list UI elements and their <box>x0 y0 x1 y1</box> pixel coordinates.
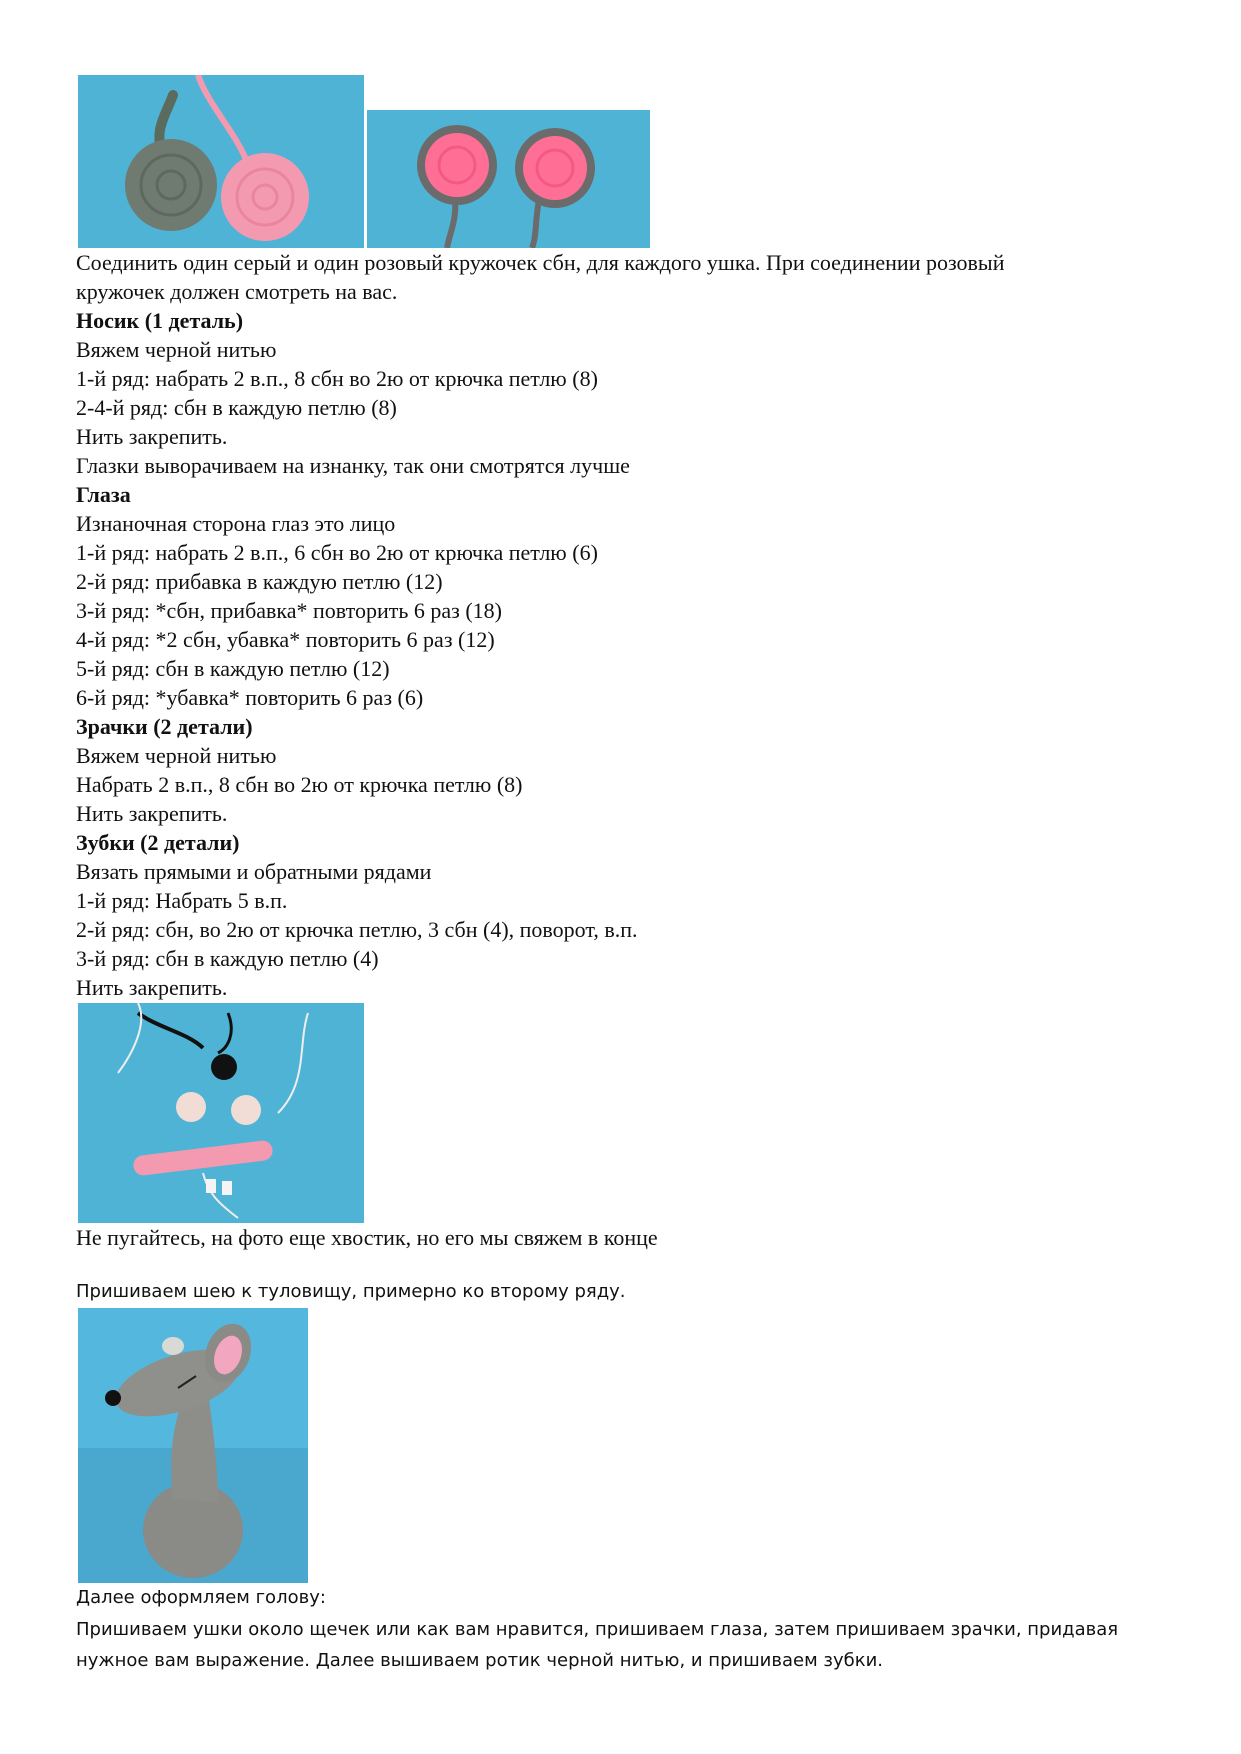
teeth-line: Нить закрепить. <box>76 975 228 1000</box>
photo-ear-circles <box>78 75 364 248</box>
joined-ears-illustration <box>367 110 650 248</box>
eyes-heading: Глаза <box>76 482 131 507</box>
photo-joined-ears <box>367 110 650 248</box>
eyes-line: 2-й ряд: прибавка в каждую петлю (12) <box>76 569 443 594</box>
mouse-figure-illustration <box>78 1308 308 1583</box>
nose-line: Нить закрепить. <box>76 424 228 449</box>
photo-parts <box>78 1003 364 1223</box>
intro-line-1: Соединить один серый и один розовый кружочек сбн, для каждого ушка. При соединении розовый <box>76 250 1005 275</box>
teeth-line: Вязать прямыми и обратными рядами <box>76 859 432 884</box>
nose-line: 1-й ряд: набрать 2 в.п., 8 сбн во 2ю от крючка петлю (8) <box>76 366 598 391</box>
ear-circles-illustration <box>78 75 364 248</box>
head-text-line-1: Пришиваем ушки около щечек или как вам нравится, пришиваем глаза, затем пришиваем зрачки, придавая <box>76 1619 1119 1640</box>
nose-line: Глазки выворачиваем на изнанку, так они смотрятся лучше <box>76 453 630 478</box>
nose-line: 2-4-й ряд: сбн в каждую петлю (8) <box>76 395 397 420</box>
eyes-line: Изнаночная сторона глаз это лицо <box>76 511 396 536</box>
teeth-heading: Зубки (2 детали) <box>76 830 240 855</box>
sew-neck-text: Пришиваем шею к туловищу, примерно ко второму ряду. <box>76 1281 626 1302</box>
nose-heading: Носик (1 деталь) <box>76 308 244 333</box>
photo-mouse-figure <box>78 1308 308 1583</box>
pupils-line: Нить закрепить. <box>76 801 228 826</box>
teeth-line: 1-й ряд: Набрать 5 в.п. <box>76 888 288 913</box>
eyes-line: 4-й ряд: *2 сбн, убавка* повторить 6 раз (12) <box>76 627 495 652</box>
teeth-line: 3-й ряд: сбн в каждую петлю (4) <box>76 946 379 971</box>
pupils-line: Вяжем черной нитью <box>76 743 277 768</box>
eyes-line: 3-й ряд: *сбн, прибавка* повторить 6 раз (18) <box>76 598 503 623</box>
head-title: Далее оформляем голову: <box>76 1587 326 1608</box>
intro-line-2: кружочек должен смотреть на вас. <box>76 279 398 304</box>
note-tail: Не пугайтесь, на фото еще хвостик, но его мы свяжем в конце <box>76 1225 658 1250</box>
head-text-line-2: нужное вам выражение. Далее вышиваем ротик черной нитью, и пришиваем зубки. <box>76 1650 883 1671</box>
eyes-line: 1-й ряд: набрать 2 в.п., 6 сбн во 2ю от крючка петлю (6) <box>76 540 598 565</box>
parts-illustration <box>78 1003 364 1223</box>
pupils-heading: Зрачки (2 детали) <box>76 714 253 739</box>
teeth-line: 2-й ряд: сбн, во 2ю от крючка петлю, 3 сбн (4), поворот, в.п. <box>76 917 638 942</box>
nose-line: Вяжем черной нитью <box>76 337 277 362</box>
eyes-line: 6-й ряд: *убавка* повторить 6 раз (6) <box>76 685 424 710</box>
eyes-line: 5-й ряд: сбн в каждую петлю (12) <box>76 656 390 681</box>
pupils-line: Набрать 2 в.п., 8 сбн во 2ю от крючка петлю (8) <box>76 772 523 797</box>
